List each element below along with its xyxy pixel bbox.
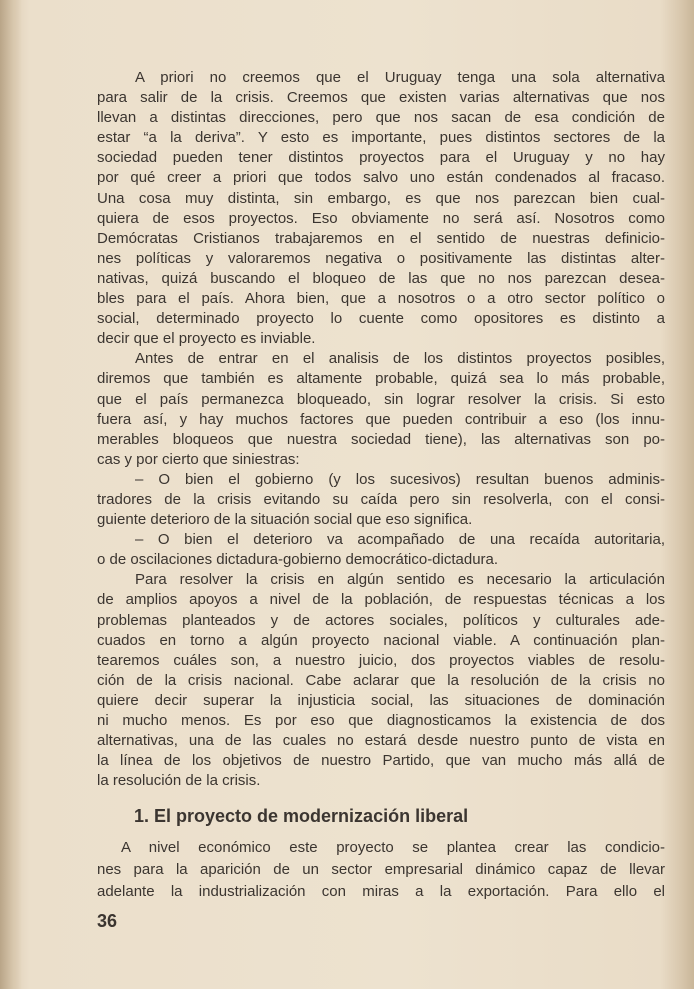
- text-line: quiere decir superar la injusticia social, las situaciones de dominación: [97, 691, 665, 709]
- text-line: sociedad pueden tener distintos proyectos para el Uruguay y no hay: [97, 149, 665, 167]
- text-line: problemas planteados y de actores sociales, políticos y culturales ade-: [97, 611, 665, 629]
- text-line: A nivel económico este proyecto se plantea crear las condicio-: [121, 839, 665, 856]
- text-line: nativas, quizá buscando el bloqueo de las que no nos parezcan desea-: [97, 269, 665, 287]
- text-line: ción de la crisis nacional. Cabe aclarar que la resolución de la crisis no: [97, 671, 665, 689]
- text-line: quiera de esos proyectos. Eso obviamente no será así. Nosotros como: [97, 209, 665, 227]
- text-line: alternativas, una de las cuales no estará desde nuestro punto de vista en: [97, 732, 665, 750]
- text-line: que el país permanezca bloqueado, sin lograr resolver la crisis. Si esto: [97, 390, 665, 408]
- text-line: Para resolver la crisis en algún sentido es necesario la articulación: [135, 571, 665, 589]
- text-line: A priori no creemos que el Uruguay tenga una sola alternativa: [135, 69, 665, 86]
- text-line: – O bien el deterioro va acompañado de una recaída autoritaria,: [135, 531, 665, 549]
- text-line: para salir de la crisis. Creemos que existen varias alternativas que nos: [97, 89, 665, 107]
- text-line: social, determinado proyecto lo cuente como opositores es distinto a: [97, 310, 665, 328]
- text-line: estar “a la deriva”. Y esto es importante, pues distintos sectores de la: [97, 129, 665, 147]
- text-line: de amplios apoyos a nivel de la población, de respuestas técnicas a los: [97, 591, 665, 609]
- text-line: por qué creer a priori que todos salvo uno están condenados al fracaso.: [97, 169, 665, 187]
- text-line: merables bloqueos que nuestra sociedad tiene), las alternativas son po-: [97, 430, 665, 448]
- text-line: cuados en torno a algún proyecto nacional viable. A continuación plan-: [97, 631, 665, 649]
- text-line: decir que el proyecto es inviable.: [97, 330, 316, 348]
- text-line: – O bien el gobierno (y los sucesivos) resultan buenos adminis-: [135, 470, 665, 488]
- text-line: la resolución de la crisis.: [97, 772, 261, 790]
- text-line: diremos que también es altamente probable, quizá sea lo más probable,: [97, 370, 665, 388]
- text-line: nes para la aparición de un sector empresarial dinámico capaz de llevar: [97, 861, 665, 879]
- text-line: fuera así, y hay muchos factores que pueden contribuir a eso (los innu-: [97, 410, 665, 428]
- section-heading: 1. El proyecto de modernización liberal: [134, 806, 469, 826]
- text-line: guiente deterioro de la situación social que eso significa.: [97, 511, 473, 529]
- text-line: la línea de los objetivos de nuestro Partido, que van mucho más allá de: [97, 752, 665, 770]
- section-text: [97, 837, 665, 904]
- body-text: [97, 68, 665, 791]
- text-line: adelante la industrialización con miras a la exportación. Para ello el: [97, 883, 665, 901]
- text-line: tradores de la crisis evitando su caída pero sin resolverla, con el consi-: [97, 490, 665, 508]
- page-number: 36: [97, 911, 118, 931]
- text-line: o de oscilaciones dictadura-gobierno democrático-dictadura.: [97, 551, 499, 569]
- text-line: ni mucho menos. Es por eso que diagnosticamos la existencia de dos: [97, 712, 665, 729]
- text-line: Antes de entrar en el analisis de los distintos proyectos posibles,: [135, 350, 665, 368]
- text-line: cas y por cierto que siniestras:: [97, 450, 300, 468]
- text-line: Demócratas Cristianos trabajaremos en el sentido de nuestras definicio-: [97, 229, 665, 247]
- text-line: tearemos cuáles son, a nuestro juicio, dos proyectos viables de resolu-: [97, 651, 665, 669]
- text-line: Una cosa muy distinta, sin embargo, es que nos parezcan bien cual-: [97, 189, 665, 207]
- text-line: llevan a distintas direcciones, pero que nos sacan de esa condición de: [97, 109, 665, 127]
- text-line: nes políticas y valoraremos negativa o positivamente las distintas alter-: [97, 249, 665, 267]
- book-spine-shadow: [0, 0, 22, 989]
- text-line: bles para el país. Ahora bien, que a nosotros o a otro sector político o: [97, 290, 665, 308]
